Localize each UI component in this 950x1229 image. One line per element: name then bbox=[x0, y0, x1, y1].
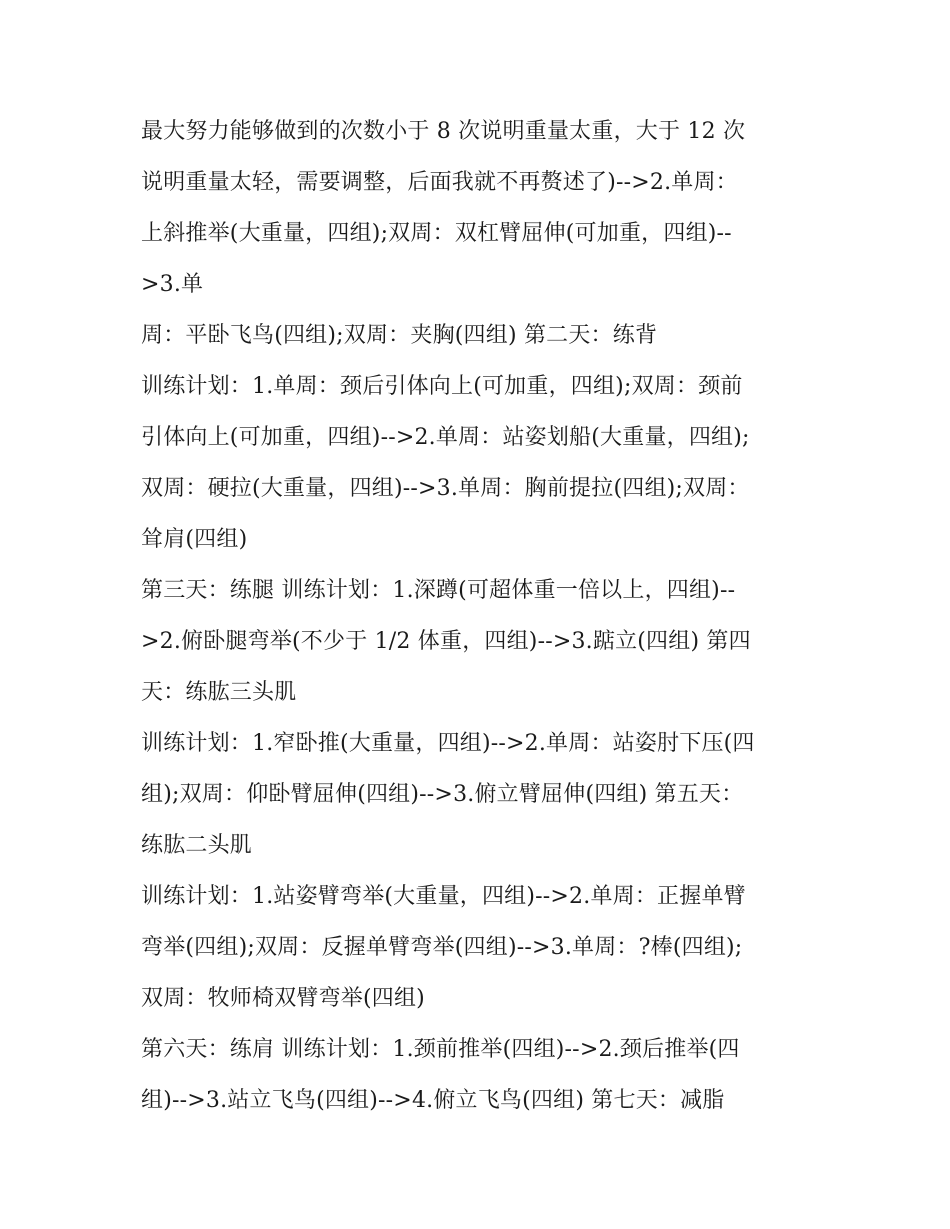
text-line: 双周：硬拉(大重量，四组)-->3.单周：胸前提拉(四组);双周： bbox=[141, 476, 750, 501]
text-line: 练肱二头肌 bbox=[141, 833, 253, 858]
text-line: 组);双周：仰卧臂屈伸(四组)-->3.俯立臂屈伸(四组) 第五天： bbox=[141, 782, 744, 807]
text-line: 训练计划：1.站姿臂弯举(大重量，四组)-->2.单周：正握单臂 bbox=[141, 884, 746, 909]
text-line: 最大努力能够做到的次数小于 8 次说明重量太重，大于 12 次 bbox=[141, 119, 746, 144]
text-line: 耸肩(四组) bbox=[141, 527, 248, 552]
text-line: 说明重量太轻，需要调整，后面我就不再赘述了)-->2.单周： bbox=[141, 170, 738, 195]
text-line: 组)-->3.站立飞鸟(四组)-->4.俯立飞鸟(四组) 第七天：减脂 bbox=[141, 1088, 725, 1113]
text-line: 引体向上(可加重，四组)-->2.单周：站姿划船(大重量，四组); bbox=[141, 425, 750, 450]
body-text bbox=[141, 106, 821, 1126]
text-line: 双周：牧师椅双臂弯举(四组) bbox=[141, 986, 425, 1011]
text-line: 第六天：练肩 训练计划：1.颈前推举(四组)-->2.颈后推举(四 bbox=[141, 1037, 740, 1062]
text-line: 弯举(四组);双周：反握单臂弯举(四组)-->3.单周：?棒(四组); bbox=[141, 935, 743, 960]
text-line: 天：练肱三头肌 bbox=[141, 680, 297, 705]
text-line: 训练计划：1.窄卧推(大重量，四组)-->2.单周：站姿肘下压(四 bbox=[141, 731, 755, 756]
text-line: >2.俯卧腿弯举(不少于 1/2 体重，四组)-->3.踮立(四组) 第四 bbox=[141, 629, 751, 654]
text-line: 上斜推举(大重量，四组);双周：双杠臂屈伸(可加重，四组)-- bbox=[141, 221, 732, 246]
text-line: 第三天：练腿 训练计划：1.深蹲(可超体重一倍以上，四组)-- bbox=[141, 578, 736, 603]
text-line: 训练计划：1.单周：颈后引体向上(可加重，四组);双周：颈前 bbox=[141, 374, 743, 399]
text-line: >3.单 bbox=[141, 272, 204, 297]
text-line: 周：平卧飞鸟(四组);双周：夹胸(四组) 第二天：练背 bbox=[141, 323, 658, 348]
